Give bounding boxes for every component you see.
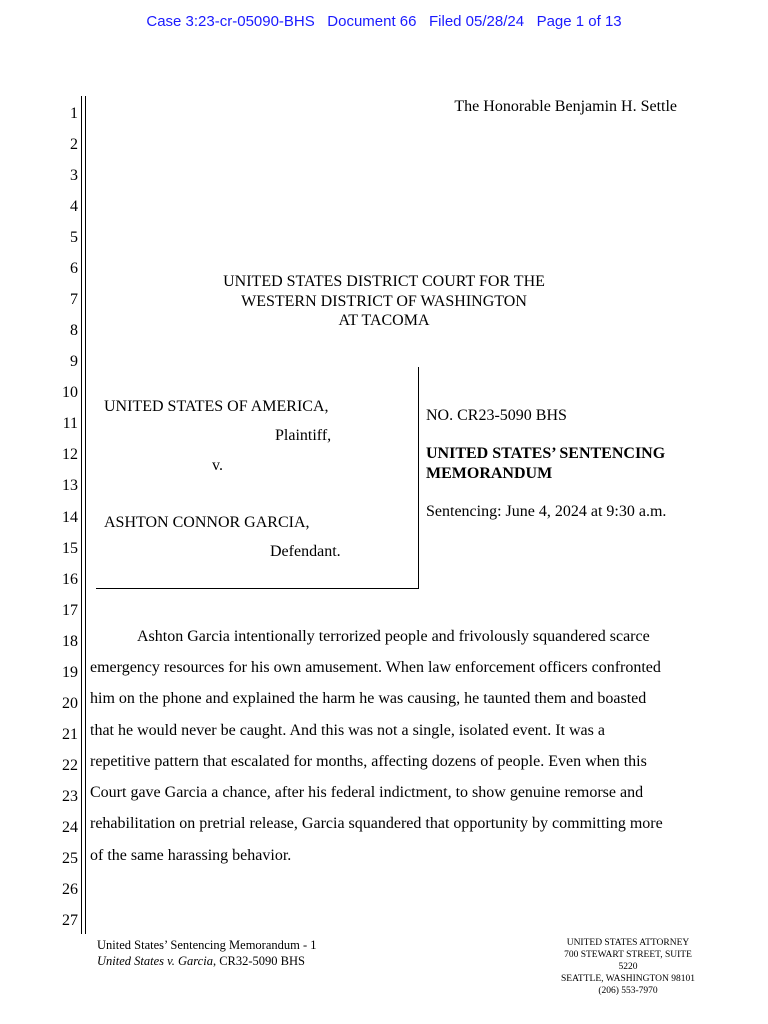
- line-number: 19: [62, 663, 78, 681]
- line-number: 16: [62, 570, 78, 588]
- line-number: 6: [70, 260, 78, 278]
- document-title-line2: MEMORANDUM: [426, 465, 553, 482]
- body-line: rehabilitation on pretrial release, Garcia squandered that opportunity by committing more: [90, 815, 663, 832]
- line-number: 25: [62, 849, 78, 867]
- line-number: 13: [62, 477, 78, 495]
- ecf-filing-header: Case 3:23-cr-05090-BHS Document 66 Filed 05/28/24 Page 1 of 13: [146, 13, 622, 30]
- body-line: emergency resources for his own amusement. When law enforcement officers confronted: [90, 659, 661, 676]
- line-number: 2: [70, 136, 78, 154]
- line-number: 9: [70, 353, 78, 371]
- line-number: 3: [70, 167, 78, 185]
- plaintiff-name: UNITED STATES OF AMERICA,: [104, 398, 329, 415]
- caption-divider-vertical: [418, 367, 419, 588]
- case-number: NO. CR23-5090 BHS: [426, 407, 567, 424]
- line-number: 5: [70, 229, 78, 247]
- defendant-role: Defendant.: [270, 543, 341, 560]
- line-number: 26: [62, 881, 78, 898]
- line-number: 27: [62, 912, 78, 930]
- footer-case-number: , CR32-5090 BHS: [212, 954, 305, 968]
- line-number: 20: [62, 694, 78, 712]
- line-number: 15: [62, 539, 78, 557]
- footer-address-line2: SEATTLE, WASHINGTON 98101: [561, 974, 695, 984]
- line-number: 1: [70, 105, 78, 122]
- court-heading-line3: AT TACOMA: [338, 312, 430, 329]
- line-number: 10: [62, 384, 78, 402]
- body-line: that he would never be caught. And this was not a single, isolated event. It was a: [90, 722, 605, 739]
- footer-phone: (206) 553-7970: [598, 986, 658, 996]
- line-number: 11: [62, 415, 78, 433]
- line-number: 4: [70, 198, 78, 216]
- footer-office-name: UNITED STATES ATTORNEY: [566, 938, 690, 948]
- line-number: 8: [70, 322, 78, 340]
- caption-divider-horizontal: [96, 588, 419, 589]
- versus: v.: [212, 457, 223, 474]
- body-line: Ashton Garcia intentionally terrorized people and frivolously squandered scarce: [137, 628, 650, 645]
- footer-address-line1: 700 STEWART STREET, SUITE 5220: [564, 950, 692, 972]
- sentencing-date: Sentencing: June 4, 2024 at 9:30 a.m.: [426, 503, 667, 520]
- line-number: 12: [62, 446, 78, 464]
- line-number: 17: [62, 601, 78, 619]
- body-line: him on the phone and explained the harm he was causing, he taunted them and boasted: [90, 690, 647, 707]
- footer-document-info: [97, 937, 317, 969]
- footer-case-citation: [97, 953, 317, 969]
- body-line: repetitive pattern that escalated for months, affecting dozens of people. Even when this: [90, 753, 647, 770]
- line-number: 18: [62, 632, 78, 650]
- line-number: 23: [62, 787, 78, 805]
- line-number: 14: [62, 508, 78, 526]
- margin-rule-right: [85, 96, 86, 934]
- line-number: 24: [62, 818, 78, 836]
- court-heading: [0, 272, 768, 331]
- body-line: of the same harassing behavior.: [90, 847, 292, 864]
- line-number: 22: [62, 756, 78, 774]
- judge-name: The Honorable Benjamin H. Settle: [454, 98, 677, 115]
- defendant-name: ASHTON CONNOR GARCIA,: [104, 514, 310, 531]
- court-heading-line1: UNITED STATES DISTRICT COURT FOR THE: [223, 273, 545, 290]
- line-number: 21: [62, 725, 78, 743]
- footer-attorney-office: [554, 937, 702, 997]
- margin-rule-left: [81, 96, 82, 934]
- body-line: Court gave Garcia a chance, after his federal indictment, to show genuine remorse and: [90, 784, 644, 801]
- footer-case-name: United States v. Garcia: [97, 954, 213, 968]
- line-number: 7: [70, 291, 78, 309]
- court-heading-line2: WESTERN DISTRICT OF WASHINGTON: [241, 292, 527, 310]
- footer-document-title: United States’ Sentencing Memorandum - 1: [97, 938, 317, 952]
- plaintiff-role: Plaintiff,: [275, 427, 332, 444]
- document-title-line1: UNITED STATES’ SENTENCING: [426, 445, 666, 462]
